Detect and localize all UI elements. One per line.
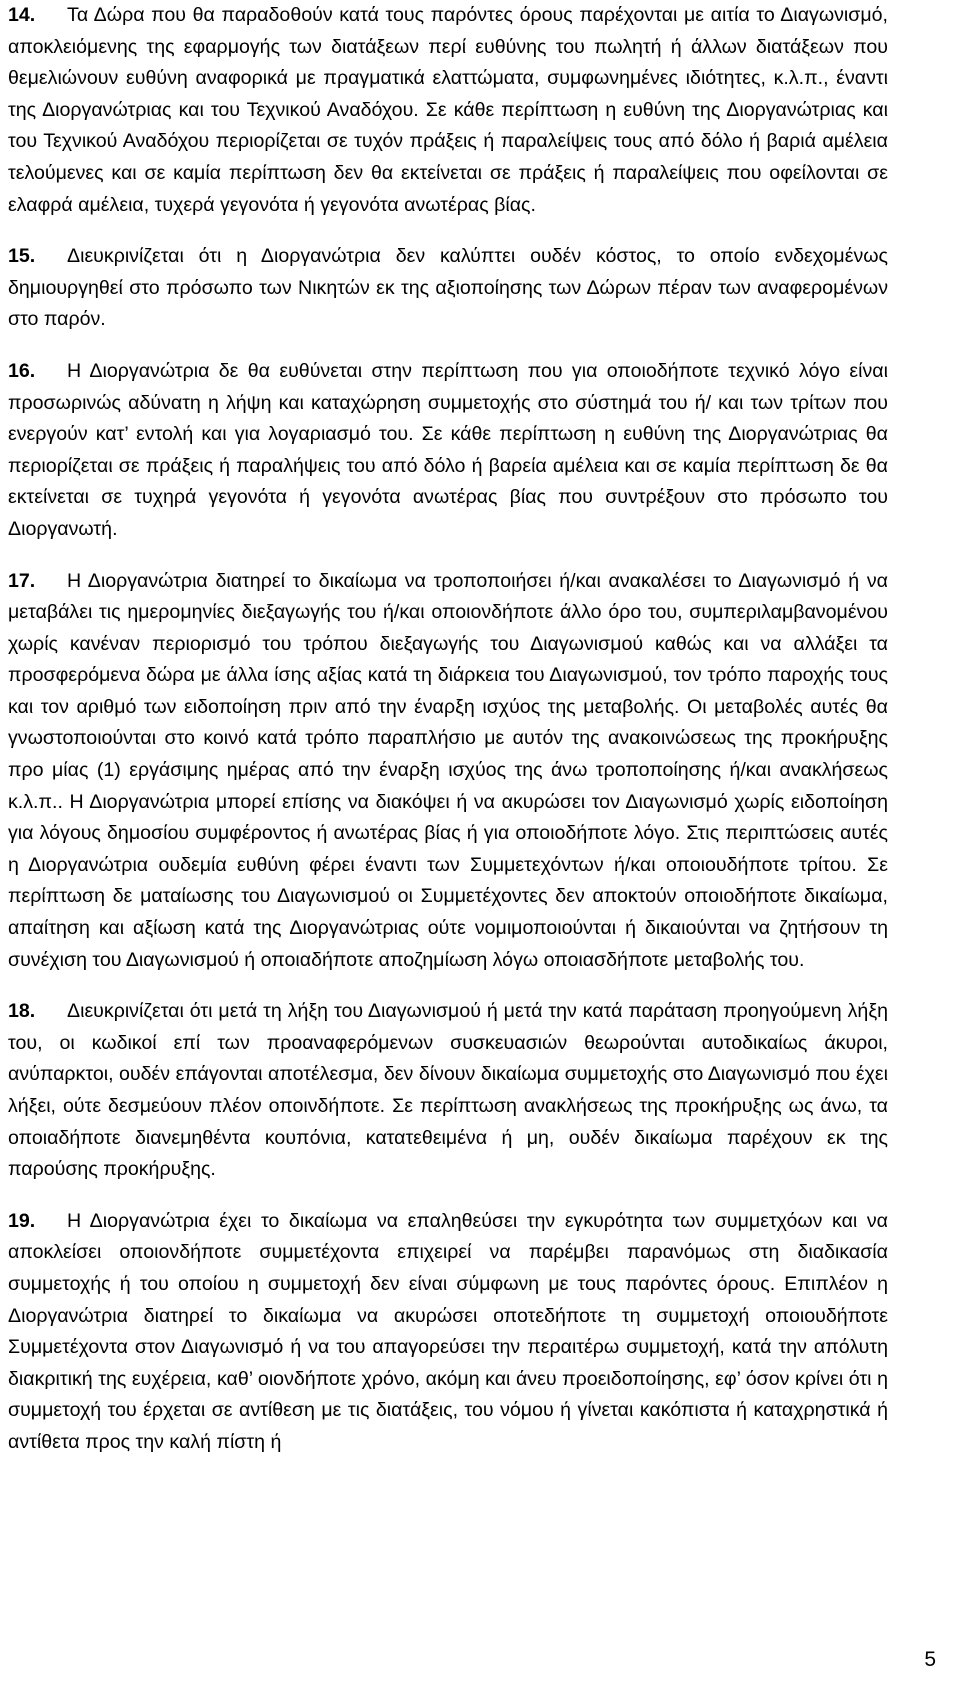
section-17 (8, 566, 888, 977)
section-number: 18. (8, 1000, 36, 1023)
section-14 (8, 0, 888, 221)
section-18 (8, 996, 888, 1186)
document-page (8, 0, 888, 1459)
section-number: 19. (8, 1209, 36, 1232)
section-15 (8, 241, 888, 336)
section-text: Η Διοργανώτρια δε θα ευθύνεται στην περίπτωση που για οποιοδήποτε τεχνικό λόγο είναι προσωρινώς αδύνατη η λήψη και καταχώρηση συμμετοχής στο σύστημά του ή/ και των τρίτων που ενεργούν κατ’ εντολή και για λογαριασμό του. Σε κάθε περίπτωση η ευθύνη της Διοργανώτριας θα περιορίζεται σε πράξεις ή παραλήψεις του από δόλο ή βαρεία αμέλεια και σε καμία περίπτωση δε θα εκτείνεται σε τυχηρά γεγονότα ή γεγονότα ανωτέρας βίας που συντρέξουν στο πρόσωπο του Διοργανωτή. (8, 359, 888, 540)
page-number: 5 (924, 1648, 936, 1671)
section-text: Διευκρινίζεται ότι η Διοργανώτρια δεν καλύπτει ουδέν κόστος, το οποίο ενδεχομένως δημιουργηθεί στο πρόσωπο των Νικητών εκ της αξιοποίησης των Δώρων πέραν των αναφερομένων στο παρόν. (8, 245, 888, 331)
section-number: 15. (8, 245, 36, 268)
section-text: Η Διοργανώτρια διατηρεί το δικαίωμα να τροποποιήσει ή/και ανακαλέσει το Διαγωνισμό ή να μεταβάλει τις ημερομηνίες διεξαγωγής του ή/και οποιονδήποτε άλλο όρο του, συμπεριλαμβανομένου χωρίς κανέναν περιορισμό του τρόπου διεξαγωγής του Διαγωνισμού καθώς και να αλλάξει τα προσφερόμενα δώρα με άλλα ίσης αξίας κατά τη διάρκεια του Διαγωνισμού, τον τρόπο παροχής τους και τον αριθμό των ειδοποίηση πριν από την έναρξη ισχύος της μεταβολής. Οι μεταβολές αυτές θα γνωστοποιούνται στο κοινό κατά τρόπο παραπλήσιο με αυτόν της ανακοινώσεως της προκήρυξης προ μίας (1) εργάσιμης ημέρας από την έναρξη ισχύος της άνω τροποποίησης ή/και ανακλήσεως κ.λ.π.. Η Διοργανώτρια μπορεί επίσης να διακόψει ή να ακυρώσει τον Διαγωνισμό χωρίς ειδοποίηση για λόγους δημοσίου συμφέροντος ή ανωτέρας βίας ή για οποιοδήποτε λόγο. Στις περιπτώσεις αυτές η Διοργανώτρια ουδεμία ευθύνη φέρει έναντι των Συμμετεχόντων ή/και οποιουδήποτε τρίτου. Σε περίπτωση δε ματαίωσης του Διαγωνισμού οι Συμμετέχοντες δεν αποκτούν οποιοδήποτε δικαίωμα, απαίτηση και αξίωση κατά της Διοργανώτριας ούτε νομιμοποιούνται ή δικαιούνται να ζητήσουν τη συνέχιση του Διαγωνισμού ή οποιαδήποτε αποζημίωση λόγω οποιασδήποτε μεταβολής του. (8, 569, 888, 971)
section-number: 14. (8, 4, 36, 26)
section-text: Διευκρινίζεται ότι μετά τη λήξη του Διαγωνισμού ή μετά την κατά παράταση προηγούμενη λήξη του, οι κωδικοί επί των προαναφερόμενων συσκευασιών θεωρούνται αυτοδικαίως άκυροι, ανύπαρκτοι, ουδέν επάγονται αποτέλεσμα, δεν δίνουν δικαίωμα συμμετοχής στο Διαγωνισμό που έχει λήξει, ούτε δεσμεύουν πλέον οποινδήποτε. Σε περίπτωση ανακλήσεως της προκήρυξης ως άνω, τα οποιαδήποτε διανεμηθέντα κουπόνια, κατατεθειμένα ή μη, ουδέν δικαίωμα παρέχουν εκ της παρούσης προκήρυξης. (8, 1000, 888, 1181)
section-number: 17. (8, 569, 36, 592)
section-number: 16. (8, 359, 36, 382)
section-text: Η Διοργανώτρια έχει το δικαίωμα να επαληθεύσει την εγκυρότητα των συμμετχόων και να αποκλείσει οποιονδήποτε συμμετέχοντα επιχειρεί να παρέμβει παρανόμως στη διαδικασία συμμετοχής ή του οποίου η συμμετοχή δεν είναι σύμφωνη με τους παρόντες όρους. Επιπλέον η Διοργανώτρια διατηρεί το δικαίωμα να ακυρώσει οποτεδήποτε τη συμμετοχή οποιουδήποτε Συμμετέχοντα στον Διαγωνισμό ή να του απαγορεύσει την περαιτέρω συμμετοχή, κατά την απόλυτη διακριτική της ευχέρεια, καθ’ οιονδήποτε χρόνο, ακόμη και άνευ προειδοποίησης, εφ’ όσον κρίνει ότι η συμμετοχή του έρχεται σε αντίθεση με τις διατάξεις, του νόμου ή γίνεται κακόπιστα ή καταχρηστικά ή αντίθετα προς την καλή πίστη ή (8, 1209, 888, 1453)
section-16 (8, 356, 888, 546)
section-19 (8, 1206, 888, 1459)
section-text: Τα Δώρα που θα παραδοθούν κατά τους παρόντες όρους παρέχονται με αιτία το Διαγωνισμό, αποκλειόμενης της εφαρμογής των διατάξεων περί ευθύνης του πωλητή ή άλλων διατάξεων που θεμελιώνουν ευθύνη αναφορικά με πραγματικά ελαττώματα, συμφωνημένες ιδιότητες, κ.λ.π., έναντι της Διοργανώτριας και του Τεχνικού Αναδόχου. Σε κάθε περίπτωση η ευθύνη της Διοργανώτριας και του Τεχνικού Αναδόχου περιορίζεται σε τυχόν πράξεις ή παραλείψεις τους από δόλο ή βαριά αμέλεια τελούμενες και σε καμία περίπτωση δεν θα εκτείνεται σε πράξεις ή παραλείψεις που οφείλονται σε ελαφρά αμέλεια, τυχερά γεγονότα ή γεγονότα ανωτέρας βίας. (8, 4, 888, 216)
